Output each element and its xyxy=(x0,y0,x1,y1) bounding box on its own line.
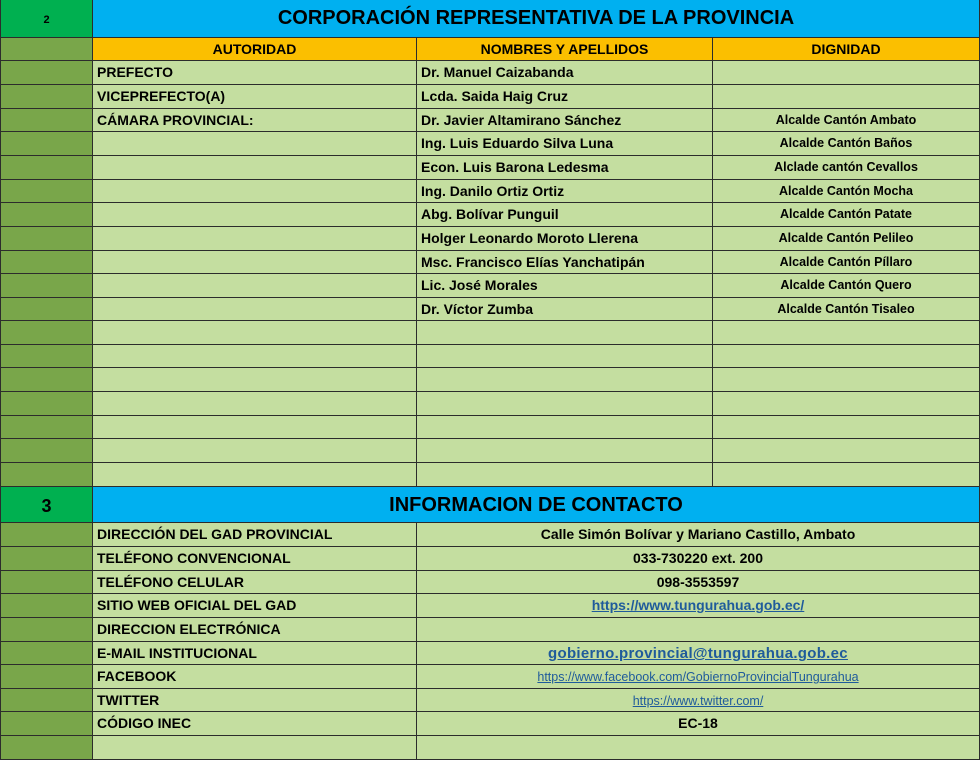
row-index-cell[interactable] xyxy=(0,665,93,689)
header-dignidad[interactable]: DIGNIDAD xyxy=(713,38,980,61)
row-index-cell[interactable] xyxy=(0,618,93,642)
dignidad-cell[interactable]: Alcalde Cantón Baños xyxy=(713,132,980,156)
row-index-cell[interactable] xyxy=(0,132,93,156)
contact-row xyxy=(0,571,980,594)
row-index-cell[interactable] xyxy=(0,712,93,736)
empty-cell[interactable] xyxy=(93,321,417,345)
empty-cell[interactable] xyxy=(713,368,980,392)
empty-row xyxy=(0,463,980,487)
autoridad-cell[interactable] xyxy=(93,156,417,180)
empty-cell[interactable] xyxy=(713,392,980,416)
row-index-cell[interactable] xyxy=(0,345,93,368)
dignidad-cell[interactable] xyxy=(713,61,980,85)
facebook-link[interactable]: https://www.facebook.com/GobiernoProvincialTungurahua xyxy=(537,670,859,684)
table-row xyxy=(0,298,980,321)
empty-cell[interactable] xyxy=(417,368,713,392)
empty-cell[interactable] xyxy=(93,439,417,463)
row-index-cell[interactable] xyxy=(0,368,93,392)
row-index-cell[interactable] xyxy=(0,203,93,227)
table-row xyxy=(0,227,980,251)
autoridad-cell[interactable]: PREFECTO xyxy=(93,61,417,85)
contact-row xyxy=(0,642,980,665)
row-index-cell[interactable] xyxy=(0,571,93,594)
nombre-cell[interactable]: Dr. Javier Altamirano Sánchez xyxy=(417,109,713,132)
section2-title-row xyxy=(0,0,980,38)
empty-row xyxy=(0,321,980,345)
facebook-cell[interactable] xyxy=(417,665,980,689)
contact-label[interactable]: DIRECCIÓN DEL GAD PROVINCIAL xyxy=(93,523,417,547)
row-index-cell[interactable] xyxy=(0,594,93,618)
row-index-cell[interactable] xyxy=(0,416,93,439)
row-index-cell[interactable] xyxy=(0,439,93,463)
empty-cell[interactable] xyxy=(417,439,713,463)
row-index-cell[interactable] xyxy=(0,156,93,180)
contact-label[interactable]: CÓDIGO INEC xyxy=(93,712,417,736)
row-index-cell[interactable] xyxy=(0,274,93,298)
autoridad-cell[interactable] xyxy=(93,274,417,298)
autoridad-cell[interactable] xyxy=(93,180,417,203)
header-nombres[interactable]: NOMBRES Y APELLIDOS xyxy=(417,38,713,61)
nombre-cell[interactable]: Econ. Luis Barona Ledesma xyxy=(417,156,713,180)
row-index-cell[interactable] xyxy=(0,298,93,321)
electronic-address-cell[interactable] xyxy=(417,618,980,642)
empty-cell[interactable] xyxy=(93,345,417,368)
row-index-cell[interactable] xyxy=(0,321,93,345)
row-index-cell[interactable] xyxy=(0,61,93,85)
autoridad-cell[interactable] xyxy=(93,203,417,227)
empty-cell[interactable] xyxy=(93,736,417,760)
autoridad-cell[interactable]: CÁMARA PROVINCIAL: xyxy=(93,109,417,132)
twitter-cell[interactable] xyxy=(417,689,980,712)
contact-row xyxy=(0,712,980,736)
table-row xyxy=(0,61,980,85)
autoridad-cell[interactable] xyxy=(93,132,417,156)
contact-phone[interactable]: 033-730220 ext. 200 xyxy=(417,547,980,571)
empty-cell[interactable] xyxy=(713,439,980,463)
empty-row xyxy=(0,416,980,439)
header-autoridad[interactable]: AUTORIDAD xyxy=(93,38,417,61)
email-cell[interactable] xyxy=(417,642,980,665)
contact-address[interactable]: Calle Simón Bolívar y Mariano Castillo, Ambato xyxy=(417,523,980,547)
empty-cell[interactable] xyxy=(417,345,713,368)
nombre-cell[interactable]: Holger Leonardo Moroto Llerena xyxy=(417,227,713,251)
table-row xyxy=(0,203,980,227)
dignidad-cell[interactable]: Alclade cantón Cevallos xyxy=(713,156,980,180)
dignidad-cell[interactable]: Alcalde Cantón Quero xyxy=(713,274,980,298)
contact-label[interactable]: TWITTER xyxy=(93,689,417,712)
section2-title[interactable]: CORPORACIÓN REPRESENTATIVA DE LA PROVINCIA xyxy=(93,0,980,38)
website-link[interactable]: https://www.tungurahua.gob.ec/ xyxy=(591,597,805,613)
table-row xyxy=(0,132,980,156)
section2-number[interactable]: 2 xyxy=(0,0,93,38)
dignidad-cell[interactable]: Alcalde Cantón Píllaro xyxy=(713,251,980,274)
nombre-cell[interactable]: Dr. Víctor Zumba xyxy=(417,298,713,321)
contact-label[interactable]: E-MAIL INSTITUCIONAL xyxy=(93,642,417,665)
empty-cell[interactable] xyxy=(713,463,980,487)
empty-row xyxy=(0,439,980,463)
row-index-cell[interactable] xyxy=(0,392,93,416)
contact-row xyxy=(0,665,980,689)
email-link[interactable]: gobierno.provincial@tungurahua.gob.ec xyxy=(548,645,848,662)
row-index-cell[interactable] xyxy=(0,736,93,760)
autoridad-cell[interactable] xyxy=(93,251,417,274)
table-row xyxy=(0,251,980,274)
empty-cell[interactable] xyxy=(417,736,980,760)
contact-label[interactable]: TELÉFONO CONVENCIONAL xyxy=(93,547,417,571)
nombre-cell[interactable]: Abg. Bolívar Punguil xyxy=(417,203,713,227)
inec-code[interactable]: EC-18 xyxy=(417,712,980,736)
dignidad-cell[interactable]: Alcalde Cantón Ambato xyxy=(713,109,980,132)
nombre-cell[interactable]: Dr. Manuel Caizabanda xyxy=(417,61,713,85)
contact-row xyxy=(0,523,980,547)
nombre-cell[interactable]: Ing. Danilo Ortiz Ortiz xyxy=(417,180,713,203)
row-index-cell[interactable] xyxy=(0,547,93,571)
row-index-cell[interactable] xyxy=(0,689,93,712)
empty-cell[interactable] xyxy=(713,321,980,345)
contact-label[interactable]: SITIO WEB OFICIAL DEL GAD xyxy=(93,594,417,618)
empty-row xyxy=(0,736,980,760)
table-row xyxy=(0,109,980,132)
empty-cell[interactable] xyxy=(417,463,713,487)
website-cell[interactable] xyxy=(417,594,980,618)
row-index-cell[interactable] xyxy=(0,227,93,251)
empty-cell[interactable] xyxy=(713,416,980,439)
empty-cell[interactable] xyxy=(93,368,417,392)
section3-number[interactable]: 3 xyxy=(0,487,93,523)
row-index-cell[interactable] xyxy=(0,251,93,274)
autoridad-cell[interactable] xyxy=(93,227,417,251)
empty-cell[interactable] xyxy=(93,463,417,487)
contact-mobile[interactable]: 098-3553597 xyxy=(417,571,980,594)
dignidad-cell[interactable]: Alcalde Cantón Patate xyxy=(713,203,980,227)
dignidad-cell[interactable] xyxy=(713,85,980,109)
empty-row xyxy=(0,345,980,368)
contact-label[interactable]: FACEBOOK xyxy=(93,665,417,689)
table-row xyxy=(0,85,980,109)
empty-cell[interactable] xyxy=(417,392,713,416)
contact-label[interactable]: TELÉFONO CELULAR xyxy=(93,571,417,594)
contact-row xyxy=(0,547,980,571)
row-index-cell[interactable] xyxy=(0,523,93,547)
autoridad-cell[interactable] xyxy=(93,298,417,321)
table-row xyxy=(0,156,980,180)
row-index-cell[interactable] xyxy=(0,85,93,109)
autoridad-cell[interactable]: VICEPREFECTO(A) xyxy=(93,85,417,109)
contact-label[interactable]: DIRECCION ELECTRÓNICA xyxy=(93,618,417,642)
dignidad-cell[interactable]: Alcalde Cantón Pelileo xyxy=(713,227,980,251)
empty-cell[interactable] xyxy=(93,392,417,416)
nombre-cell[interactable]: Lic. José Morales xyxy=(417,274,713,298)
table-row xyxy=(0,274,980,298)
contact-row xyxy=(0,594,980,618)
row-index-cell[interactable] xyxy=(0,38,93,61)
nombre-cell[interactable]: Ing. Luis Eduardo Silva Luna xyxy=(417,132,713,156)
row-index-cell[interactable] xyxy=(0,109,93,132)
empty-cell[interactable] xyxy=(713,345,980,368)
section3-title[interactable]: INFORMACION DE CONTACTO xyxy=(93,487,980,523)
empty-cell[interactable] xyxy=(417,321,713,345)
empty-row xyxy=(0,368,980,392)
dignidad-cell[interactable]: Alcalde Cantón Mocha xyxy=(713,180,980,203)
row-index-cell[interactable] xyxy=(0,642,93,665)
row-index-cell[interactable] xyxy=(0,463,93,487)
contact-row xyxy=(0,689,980,712)
empty-cell[interactable] xyxy=(417,416,713,439)
dignidad-cell[interactable]: Alcalde Cantón Tisaleo xyxy=(713,298,980,321)
empty-cell[interactable] xyxy=(93,416,417,439)
nombre-cell[interactable]: Lcda. Saida Haig Cruz xyxy=(417,85,713,109)
twitter-link[interactable]: https://www.twitter.com/ xyxy=(632,694,764,708)
section2-header-row xyxy=(0,38,980,61)
row-index-cell[interactable] xyxy=(0,180,93,203)
table-row xyxy=(0,180,980,203)
nombre-cell[interactable]: Msc. Francisco Elías Yanchatipán xyxy=(417,251,713,274)
contact-row xyxy=(0,618,980,642)
section3-title-row xyxy=(0,487,980,523)
empty-row xyxy=(0,392,980,416)
